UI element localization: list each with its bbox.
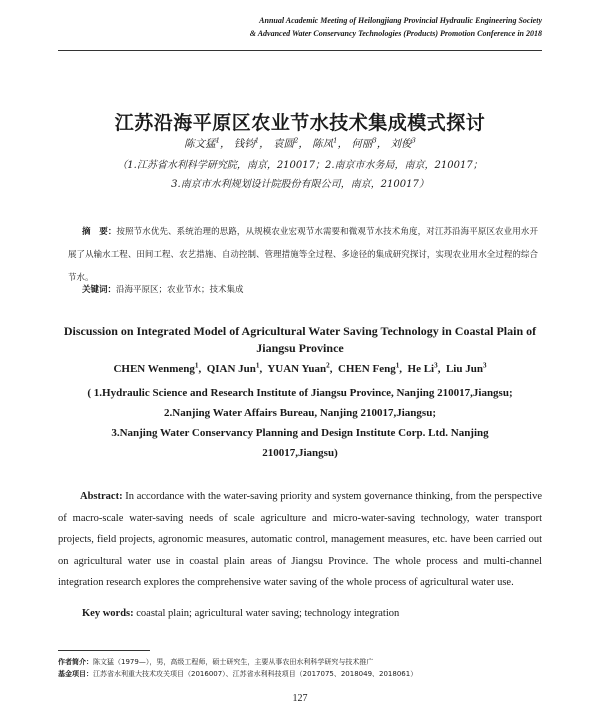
footnote-fund bbox=[58, 668, 542, 680]
english-title: Discussion on Integrated Model of Agricultural Water Saving Technology in Coastal Plain of Jiangsu Province bbox=[63, 324, 537, 355]
english-abstract bbox=[58, 486, 542, 594]
chinese-keywords-label: 关键词： bbox=[82, 285, 117, 295]
author: 陈文猛 bbox=[184, 138, 216, 150]
author: CHEN Feng bbox=[337, 363, 396, 375]
chinese-authors: 陈文猛$^1$， 钱钧$^1$， 袁圆$^2$， 陈凤$^1$， 何丽$^3$， 刘俊$^3$ bbox=[184, 136, 416, 150]
english-authors: CHEN Wenmeng$^1$, QIAN Jun$^1$, YUAN Yuan$^2$, CHEN Feng$^1$, He Li$^3$, Liu Jun$^3$ bbox=[113, 361, 487, 375]
chinese-title: 江苏沿海平原区农业节水技术集成模式探讨 bbox=[114, 112, 486, 134]
chinese-keywords-text: 沿海平原区；农业节水；技术集成 bbox=[116, 285, 244, 295]
author: 陈凤 bbox=[312, 138, 334, 150]
author-sup: 1 bbox=[194, 361, 199, 370]
author: YUAN Yuan bbox=[267, 363, 327, 375]
author-sup: 1 bbox=[395, 361, 400, 370]
author: CHEN Wenmeng bbox=[113, 363, 195, 375]
english-abstract-label: Abstract: bbox=[80, 491, 123, 502]
author: 袁圆 bbox=[272, 138, 294, 150]
author-sup: 1 bbox=[255, 361, 260, 370]
footnote-fund-label: 基金项目： bbox=[58, 670, 93, 678]
english-abstract-text: In accordance with the water-saving priority and system governance thinking, from the perspective of macro-scale water-saving needs of scale agriculture and micro-water-saving technology, water transport projects, field projects, agronomic measures, automatic control, management measures, etc. have been carried out on agricultural water use in coastal plain areas of Jiangsu Province. The whole process and multi-channel integration research explores the comprehensive water saving of the whole process of agricultural water use. bbox=[58, 491, 542, 588]
author-sup: 3 bbox=[411, 136, 416, 145]
author: Liu Jun bbox=[445, 363, 483, 375]
english-affiliation-line-4: 210017,Jiangsu) bbox=[262, 447, 338, 459]
header-line-2: & Advanced Water Conservancy Technologies (Products) Promotion Conference in 2018 bbox=[249, 29, 542, 38]
author-sup: 1 bbox=[333, 136, 338, 145]
author: He Li bbox=[407, 363, 435, 375]
chinese-keywords bbox=[82, 283, 244, 295]
author-sup: 2 bbox=[293, 136, 299, 145]
chinese-affiliation-line-2: 3.南京市水利规划设计院股份有限公司，南京，210017） bbox=[171, 179, 429, 190]
english-keywords-text: coastal plain; agricultural water saving; technology integration bbox=[136, 608, 400, 619]
author-sup: 1 bbox=[215, 136, 220, 145]
english-affiliation-line-3: 3.Nanjing Water Conservancy Planning and Design Institute Corp. Ltd. Nanjing bbox=[111, 427, 489, 439]
chinese-abstract-text: 按照节水优先、系统治理的思路，从规模农业宏观节水需要和微观节水技术角度，对江苏沿海平原区农业用水开展了从输水工程、田间工程、农艺措施、自动控制、管理措施等全过程、多途径的集成研究探讨，实现农业用水全过程的综合节水。 bbox=[68, 227, 538, 283]
english-keywords bbox=[82, 608, 399, 619]
english-keywords-label: Key words: bbox=[82, 608, 134, 619]
author-sup: 1 bbox=[254, 136, 260, 145]
author-sup: 2 bbox=[326, 361, 330, 370]
author: 钱钧 bbox=[233, 138, 255, 150]
chinese-affiliation-line-1: （1.江苏省水利科学研究院，南京，210017；2.南京市水务局，南京，210017； bbox=[117, 160, 483, 171]
author-sup: 3 bbox=[434, 361, 438, 370]
header-rule bbox=[58, 50, 542, 51]
footnote-author-label: 作者简介： bbox=[58, 658, 93, 666]
footnote-fund-text: 江苏省水利重大技术攻关项目（2016007）、江苏省水利科技项目（2017075、2018049、2018061） bbox=[93, 670, 418, 678]
footnote-rule bbox=[58, 650, 150, 651]
footnote-author-text: 陈文猛（1979—），男，高级工程师，硕士研究生，主要从事农田水利科学研究与技术推广 bbox=[93, 658, 374, 666]
running-header bbox=[250, 14, 542, 40]
author-sup: 3 bbox=[372, 136, 377, 145]
english-affiliations bbox=[58, 383, 542, 463]
chinese-abstract-label: 摘 要： bbox=[82, 227, 117, 237]
english-affiliation-line-1: ( 1.Hydraulic Science and Research Institute of Jiangsu Province, Nanjing 210017,Jiangsu; bbox=[87, 387, 513, 399]
chinese-abstract bbox=[68, 221, 538, 290]
english-affiliation-line-2: 2.Nanjing Water Affairs Bureau, Nanjing 210017,Jiangsu; bbox=[164, 407, 436, 419]
author-sup: 3 bbox=[482, 361, 487, 370]
author: 何丽 bbox=[351, 138, 373, 150]
header-line-1: Annual Academic Meeting of Heilongjiang Provincial Hydraulic Engineering Society bbox=[259, 16, 542, 25]
author: 刘俊 bbox=[390, 138, 412, 150]
footnote-author bbox=[58, 656, 542, 668]
page-number: 127 bbox=[292, 693, 308, 704]
author: QIAN Jun bbox=[206, 363, 256, 375]
